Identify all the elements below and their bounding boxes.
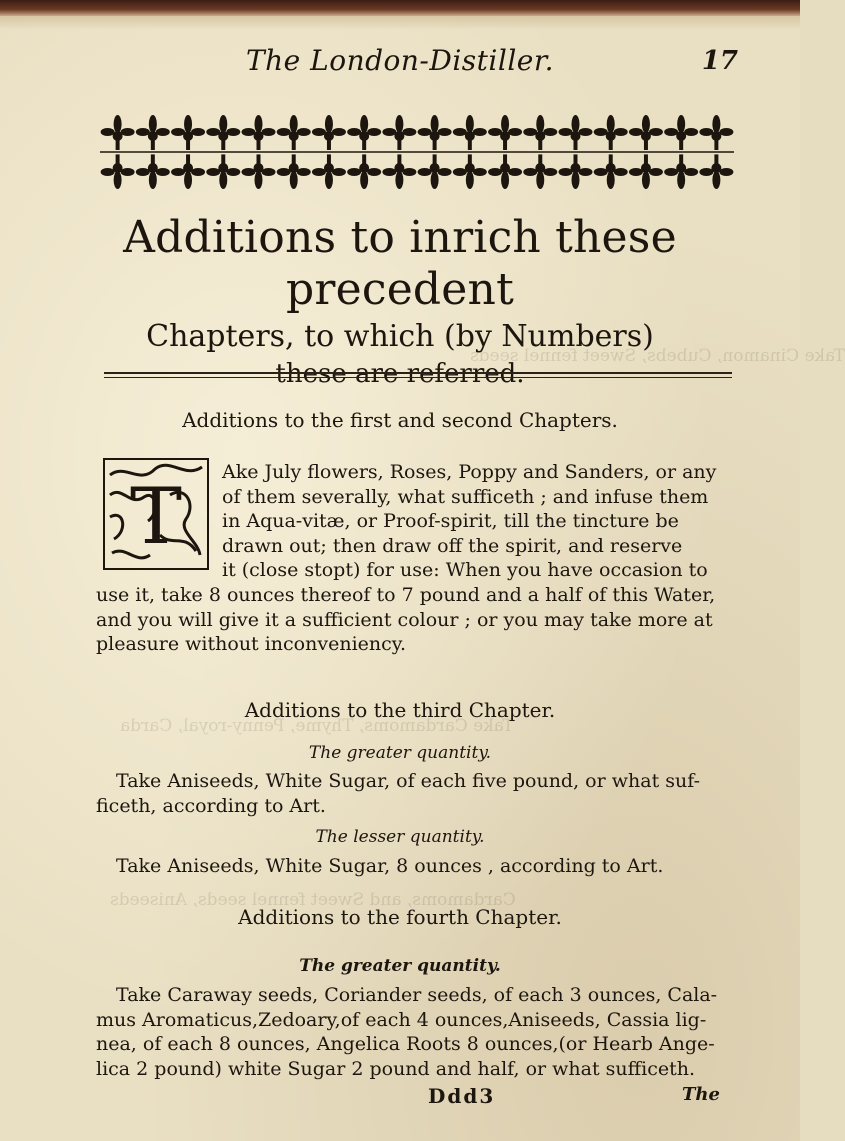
text-line: pleasure without inconveniency.: [96, 633, 407, 655]
ornament-flower: [664, 154, 698, 189]
ornament-flower: [488, 154, 522, 189]
text-line: drawn out; then draw off the spirit, and reserve: [222, 534, 683, 557]
horizontal-rule: [104, 372, 732, 374]
ornament-flower: [629, 154, 663, 189]
quantity-label: The greater quantity.: [299, 956, 501, 976]
ornament-flower: [347, 154, 381, 189]
running-header: [0, 40, 800, 84]
page-number: 17: [701, 46, 738, 76]
ornament-flower: [664, 115, 698, 150]
paragraph-full: [96, 983, 736, 1081]
ornament-flower: [206, 154, 240, 189]
show-through-text: Take Cinamon, Cubebs, Sweet fennel seeds: [470, 346, 845, 366]
quantity-label: The lesser quantity.: [315, 827, 485, 847]
ornament-flower: [347, 115, 381, 150]
page-top-edge: [0, 0, 800, 16]
text-line: Take Aniseeds, White Sugar, 8 ounces , according to Art.: [116, 855, 664, 877]
ornament-flower: [559, 115, 593, 150]
text-line: mus Aromaticus,Zedoary,of each 4 ounces,Aniseeds, Cassia lig-: [96, 1008, 707, 1031]
text-line: of them severally, what sufficeth ; and infuse them: [222, 485, 709, 508]
catchword: The: [682, 1084, 720, 1105]
title-line: these are referred.: [275, 359, 525, 389]
ornament-flower: [699, 154, 733, 189]
page-top-shading: [0, 16, 800, 30]
decorated-initial-graphic: [100, 455, 212, 573]
text-line: it (close stopt) for use: When you have occasion to: [222, 559, 708, 581]
ornament-flower: [418, 115, 452, 150]
ornament-flower: [101, 115, 135, 150]
text-line: Take Aniseeds, White Sugar, of each five pound, or what suf-: [116, 770, 700, 792]
horizontal-rule: [104, 377, 732, 378]
section-title: [60, 212, 740, 390]
text-line: Ake July flowers, Roses, Poppy and Sanders, or any: [222, 461, 717, 483]
ornament-flower: [242, 154, 276, 189]
show-through-text: Cardamoms, and Sweet fennel seeds, Aniseeds: [110, 890, 516, 910]
ornament-flower: [453, 115, 487, 150]
show-through-text: Take Cardamoms, Thyme, Penny-royal, Carda: [120, 716, 514, 736]
section-heading: Additions to the third Chapter.: [244, 698, 556, 722]
running-title: The London-Distiller.: [245, 44, 555, 77]
ornament-flower: [171, 154, 205, 189]
title-line: Additions to inrich these precedent: [123, 212, 677, 315]
paragraph-indented: [222, 460, 736, 583]
ornament-flower: [382, 115, 416, 150]
text-line: use it, take 8 ounces thereof to 7 pound and a half of this Water,: [96, 584, 716, 606]
ornament-flower: [523, 115, 557, 150]
paragraph-full: [96, 769, 736, 818]
paragraph-full: [96, 583, 736, 657]
text-line: Take Caraway seeds, Coriander seeds, of each 3 ounces, Cala-: [116, 984, 718, 1006]
quantity-label: The greater quantity.: [308, 743, 492, 763]
text-line: lica 2 pound) white Sugar 2 pound and half, or what sufficeth.: [96, 1057, 696, 1080]
ornament-flower: [242, 115, 276, 150]
title-line: Chapters, to which (by Numbers): [146, 319, 654, 354]
ornament-flower: [594, 154, 628, 189]
section-heading: Additions to the fourth Chapter.: [238, 905, 562, 929]
ornament-flower: [277, 115, 311, 150]
ornament-flower: [382, 154, 416, 189]
ornament-flower: [206, 115, 240, 150]
text-line: in Aqua-vitæ, or Proof-spirit, till the tincture be: [222, 510, 679, 532]
ornament-flower: [594, 115, 628, 150]
ornament-flower: [312, 115, 346, 150]
ornament-flower: [418, 154, 452, 189]
ornament-flower: [136, 154, 170, 189]
section-heading: Additions to the first and second Chapters.: [182, 408, 618, 432]
ornament-flower: [699, 115, 733, 150]
ornament-flower: [629, 115, 663, 150]
ornament-flower: [312, 154, 346, 189]
ornament-flower: [136, 115, 170, 150]
ornament-flower: [171, 115, 205, 150]
ornament-flower: [488, 115, 522, 150]
ornament-graphic: [100, 112, 734, 194]
ornament-flower: [559, 154, 593, 189]
ornament-flower: [523, 154, 557, 189]
ornament-flower: [101, 154, 135, 189]
text-line: ficeth, according to Art.: [96, 794, 326, 817]
printers-flower-border: [100, 112, 734, 194]
signature-mark: Ddd3: [428, 1084, 496, 1108]
dropcap-letter: T: [129, 472, 183, 562]
text-line: and you will give it a sufficient colour ; or you may take more at: [96, 608, 713, 631]
ornament-flower: [453, 154, 487, 189]
text-line: nea, of each 8 ounces, Angelica Roots 8 ounces,(or Hearb Ange-: [96, 1033, 715, 1055]
ornament-flower: [277, 154, 311, 189]
decorated-initial: [100, 455, 212, 573]
